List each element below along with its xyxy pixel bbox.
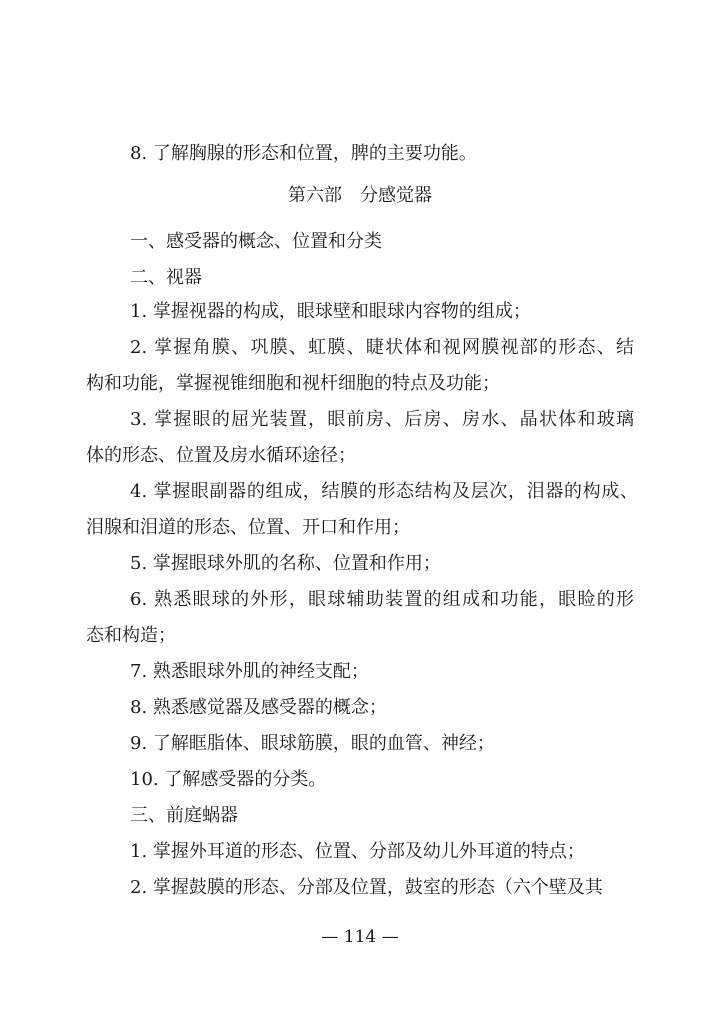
text-line: 体的形态、位置及房水循环途径； [86, 445, 356, 466]
text-line: 6. 熟悉眼球的外形，眼球辅助装置的组成和功能，眼睑的形 [130, 589, 634, 610]
text-line: 2. 掌握鼓膜的形态、分部及位置，鼓室的形态（六个壁及其 [130, 877, 603, 898]
text-line: 1. 掌握视器的构成，眼球壁和眼球内容物的组成； [130, 301, 531, 322]
text-line: 2. 掌握角膜、巩膜、虹膜、睫状体和视网膜视部的形态、结 [130, 337, 634, 358]
text-line: 3. 掌握眼的屈光装置，眼前房、后房、房水、晶状体和玻璃 [130, 409, 634, 430]
section-heading: 三、前庭蜗器 [130, 805, 238, 826]
section-heading: 一、感受器的概念、位置和分类 [130, 231, 382, 252]
text-line: 4. 掌握眼副器的组成，结膜的形态结构及层次，泪器的构成、 [130, 481, 638, 502]
text-line: 7. 熟悉眼球外肌的神经支配； [130, 661, 369, 682]
text-line: 5. 掌握眼球外肌的名称、位置和作用； [130, 553, 441, 574]
text-line: 10. 了解感受器的分类。 [130, 769, 327, 790]
text-line: 态和构造； [86, 625, 176, 646]
text-line: 构和功能，掌握视锥细胞和视杆细胞的特点及功能； [86, 373, 500, 394]
text-line: 9. 了解眶脂体、眼球筋膜，眼的血管、神经； [130, 733, 495, 754]
text-line: 1. 掌握外耳道的形态、位置、分部及幼儿外耳道的特点； [130, 841, 585, 862]
text-line: 泪腺和泪道的形态、位置、开口和作用； [86, 517, 410, 538]
section-heading: 二、视器 [130, 267, 202, 288]
text-line: 8. 了解胸腺的形态和位置，脾的主要功能。 [130, 143, 477, 164]
section-title: 第六部 分感觉器 [288, 185, 432, 206]
text-line: 8. 熟悉感觉器及感受器的概念； [130, 697, 387, 718]
page-number: — 114 — [321, 927, 399, 947]
